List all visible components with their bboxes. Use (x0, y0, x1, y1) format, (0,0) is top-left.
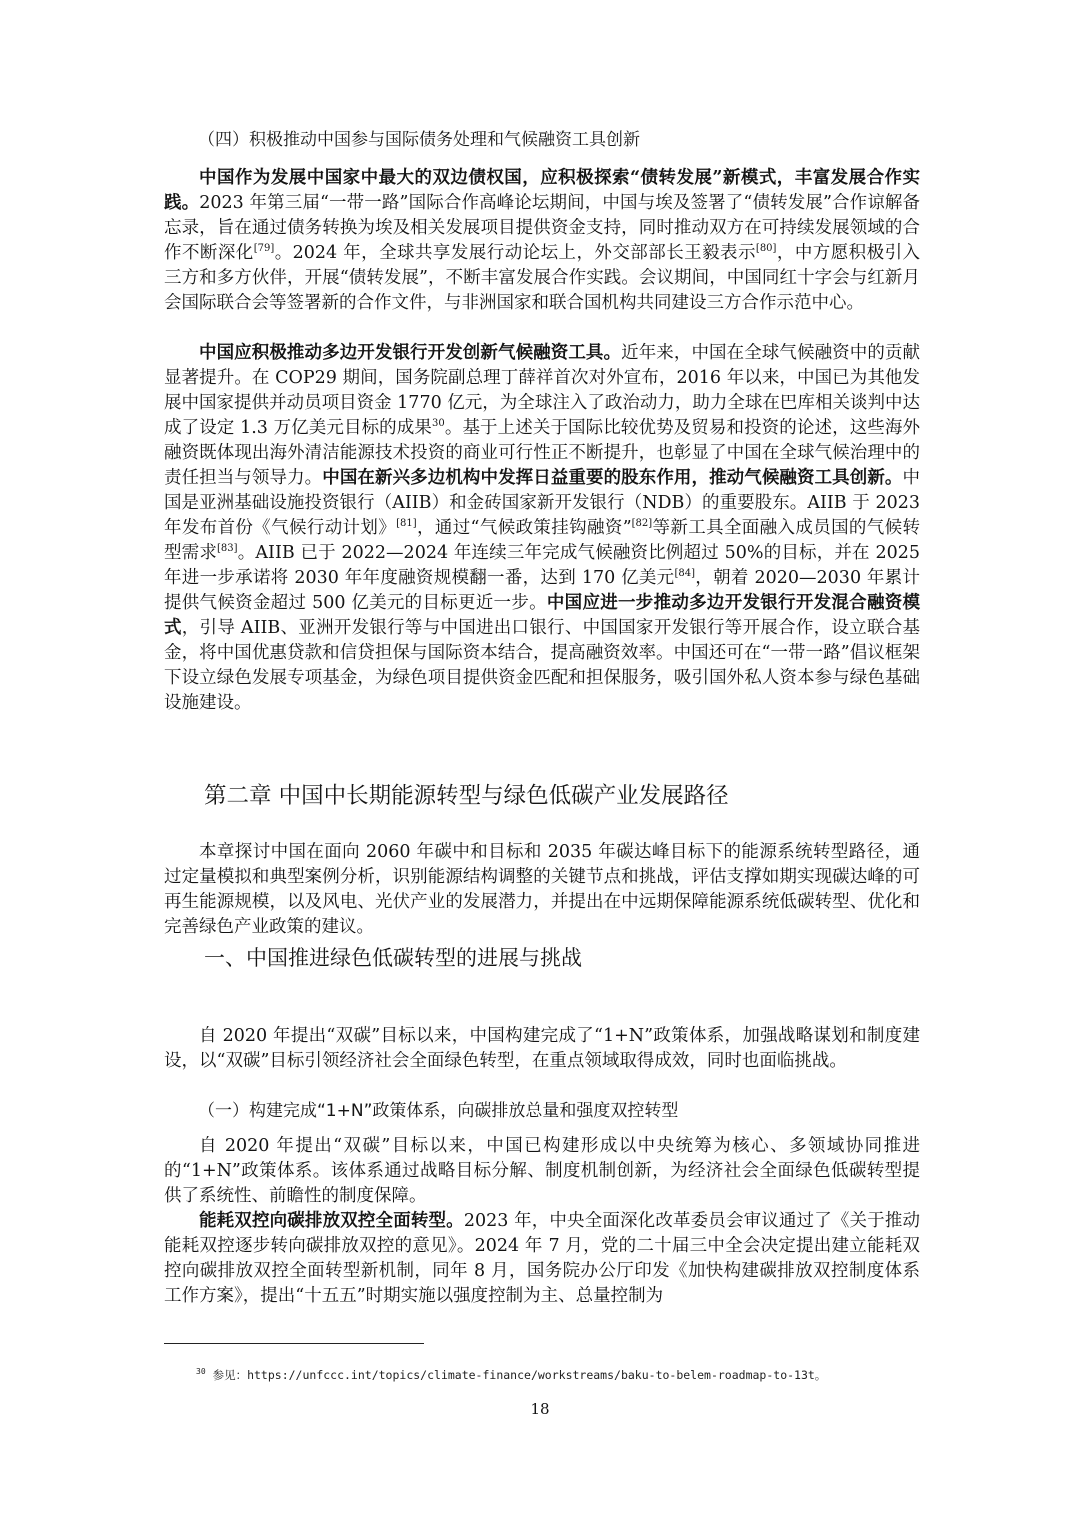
paragraph-dual-control (164, 1209, 920, 1309)
subheading-text: （一）构建完成“1+N”政策体系，向碳排放总量和强度双控转型 (198, 1101, 679, 1121)
paragraph-debt-for-development (164, 166, 920, 316)
text-run: 2023 年，中央全面深化改革委员会审议通过了《关于推动能耗双控逐步转向碳排放双控的意见》。2024 年 7 月，党的二十届三中全会决定提出建立能耗双控向碳排放双控全面转型新机制，同年 8 月，国务院办公厅印发《加快构建碳排放双控制度体系工作方案》，提出“十五五”时期实施以强度控制为主、总量控制为 (164, 1211, 920, 1306)
paragraph-text (164, 166, 920, 316)
text-run: 等新工具全面融入成员国的气候转型需求 (164, 518, 920, 563)
citation-ref: [82] (631, 518, 653, 530)
text-run: ，中方愿积极引入三方和多方伙伴，开展“债转发展”，不断丰富发展合作实践。会议期间，中国同红十字会与红新月会国际联合会等签署新的合作文件，与非洲国家和联合国机构共同建设三方合作示范中心。 (164, 243, 921, 313)
footnote-text[interactable]: 参见：https://unfccc.int/topics/climate-finance/workstreams/baku-to-belem-roadmap-to-13t。 (212, 1367, 827, 1382)
paragraph-text: 自 2020 年提出“双碳”目标以来，中国构建完成了“1+N”政策体系，加强战略谋划和制度建设，以“双碳”目标引领经济社会全面绿色转型，在重点领域取得成效，同时也面临挑战。 (164, 1026, 920, 1071)
subheading-section-4 (164, 128, 920, 153)
text-run: 2023 年第三届“一带一路”国际合作高峰论坛期间，中国与埃及签署了“债转发展”合作谅解备忘录，旨在通过债务转换为埃及相关发展项目提供资金支持，同时推动双方在可持续发展领域的合作不断深化 (164, 193, 920, 263)
footnote (196, 1364, 916, 1383)
text-run: ，通过“气候政策挂钩融资” (416, 518, 632, 538)
text-run: 。AIIB 已于 2022—2024 年连续三年完成气候融资比例超过 50%的目标，并在 2025 年进一步承诺将 2030 年年度融资规模翻一番，达到 170 亿美元 (164, 543, 921, 588)
paragraph-climate-finance (164, 341, 920, 716)
bold-lead-sentence: 能耗双控向碳排放双控全面转型。 (199, 1211, 464, 1231)
paragraph-text: 本章探讨中国在面向 2060 年碳中和目标和 2035 年碳达峰目标下的能源系统转型路径，通过定量模拟和典型案例分析，识别能源结构调整的关键节点和挑战，评估支撑如期实现碳达峰的可再生能源规模，以及风电、光伏产业的发展潜力，并提出在中远期保障能源系统低碳转型、优化和完善绿色产业政策的建议。 (164, 842, 920, 937)
citation-ref: [83] (217, 543, 238, 555)
paragraph-text (164, 341, 920, 716)
text-run: 中国是亚洲基础设施投资银行（AIIB）和金砖国家新开发银行（NDB）的重要股东。AIIB 于 2023 年发布首份《气候行动计划》 (164, 468, 920, 538)
chapter-intro (164, 840, 920, 940)
page-number: 18 (530, 1400, 550, 1418)
footnote-ref: 30 (432, 418, 445, 430)
bold-sentence: 中国在新兴多边机构中发挥日益重要的股东作用，推动气候融资工具创新。 (322, 468, 903, 488)
chapter-title: 第二章 中国中长期能源转型与绿色低碳产业发展路径 (204, 783, 729, 809)
text-run: 。2024 年，全球共享发展行动论坛上，外交部部长王毅表示 (274, 243, 756, 263)
citation-ref: [81] (396, 518, 417, 530)
paragraph-text (164, 1209, 920, 1309)
paragraph-policy-system (164, 1134, 920, 1209)
section-title: 一、中国推进绿色低碳转型的进展与挑战 (204, 946, 582, 970)
chapter-heading (164, 780, 920, 812)
subheading-text: （四）积极推动中国参与国际债务处理和气候融资工具创新 (198, 130, 640, 150)
subheading-section-1 (164, 1099, 920, 1124)
text-run: 。基于上述关于国际比较优势及贸易和投资的论述，这些海外融资既体现出海外清洁能源技术投资的商业可行性正不断提升，也彰显了中国在全球气候治理中的责任担当与领导力。 (164, 418, 920, 488)
footnote-number: 30 (196, 1367, 206, 1376)
bold-lead-sentence: 中国应积极推动多边开发银行开发创新气候融资工具。 (199, 343, 622, 363)
text-run: ，引导 AIIB、亚洲开发银行等与中国进出口银行、中国国家开发银行等开展合作，设立联合基金，将中国优惠贷款和信贷担保与国际资本结合，提高融资效率。中国还可在“一带一路”倡议框架下设立绿色发展专项基金，为绿色项目提供资金匹配和担保服务，吸引国外私人资本参与绿色基础设施建设。 (164, 618, 921, 713)
bold-lead-sentence: 中国作为发展中国家中最大的双边债权国，应积极探索“债转发展”新模式，丰富发展合作实践。 (164, 168, 920, 213)
footnote-divider (164, 1343, 424, 1344)
section-intro (164, 1024, 920, 1074)
citation-ref: [80] (755, 243, 777, 255)
bold-sentence: 中国应进一步推动多边开发银行开发混合融资模式 (164, 593, 920, 638)
citation-ref: [84] (674, 568, 695, 580)
paragraph-text: 自 2020 年提出“双碳”目标以来，中国已构建形成以中央统筹为核心、多领域协同推进的“1+N”政策体系。该体系通过战略目标分解、制度机制创新，为经济社会全面绿色低碳转型提供了系统性、前瞻性的制度保障。 (164, 1136, 920, 1206)
section-heading (164, 943, 920, 973)
text-run: ，朝着 2020—2030 年累计提供气候资金超过 500 亿美元的目标更近一步。 (164, 568, 921, 613)
text-run: 近年来，中国在全球气候融资中的贡献显著提升。在 COP29 期间，国务院副总理丁薛祥首次对外宣布，2016 年以来，中国已为其他发展中国家提供并动员项目资金 1770 亿元，为全球注入了政治动力，助力全球在巴库相关谈判中达成了设定 1.3 万亿美元目标的成果 (164, 343, 921, 438)
citation-ref: [79] (253, 243, 275, 255)
